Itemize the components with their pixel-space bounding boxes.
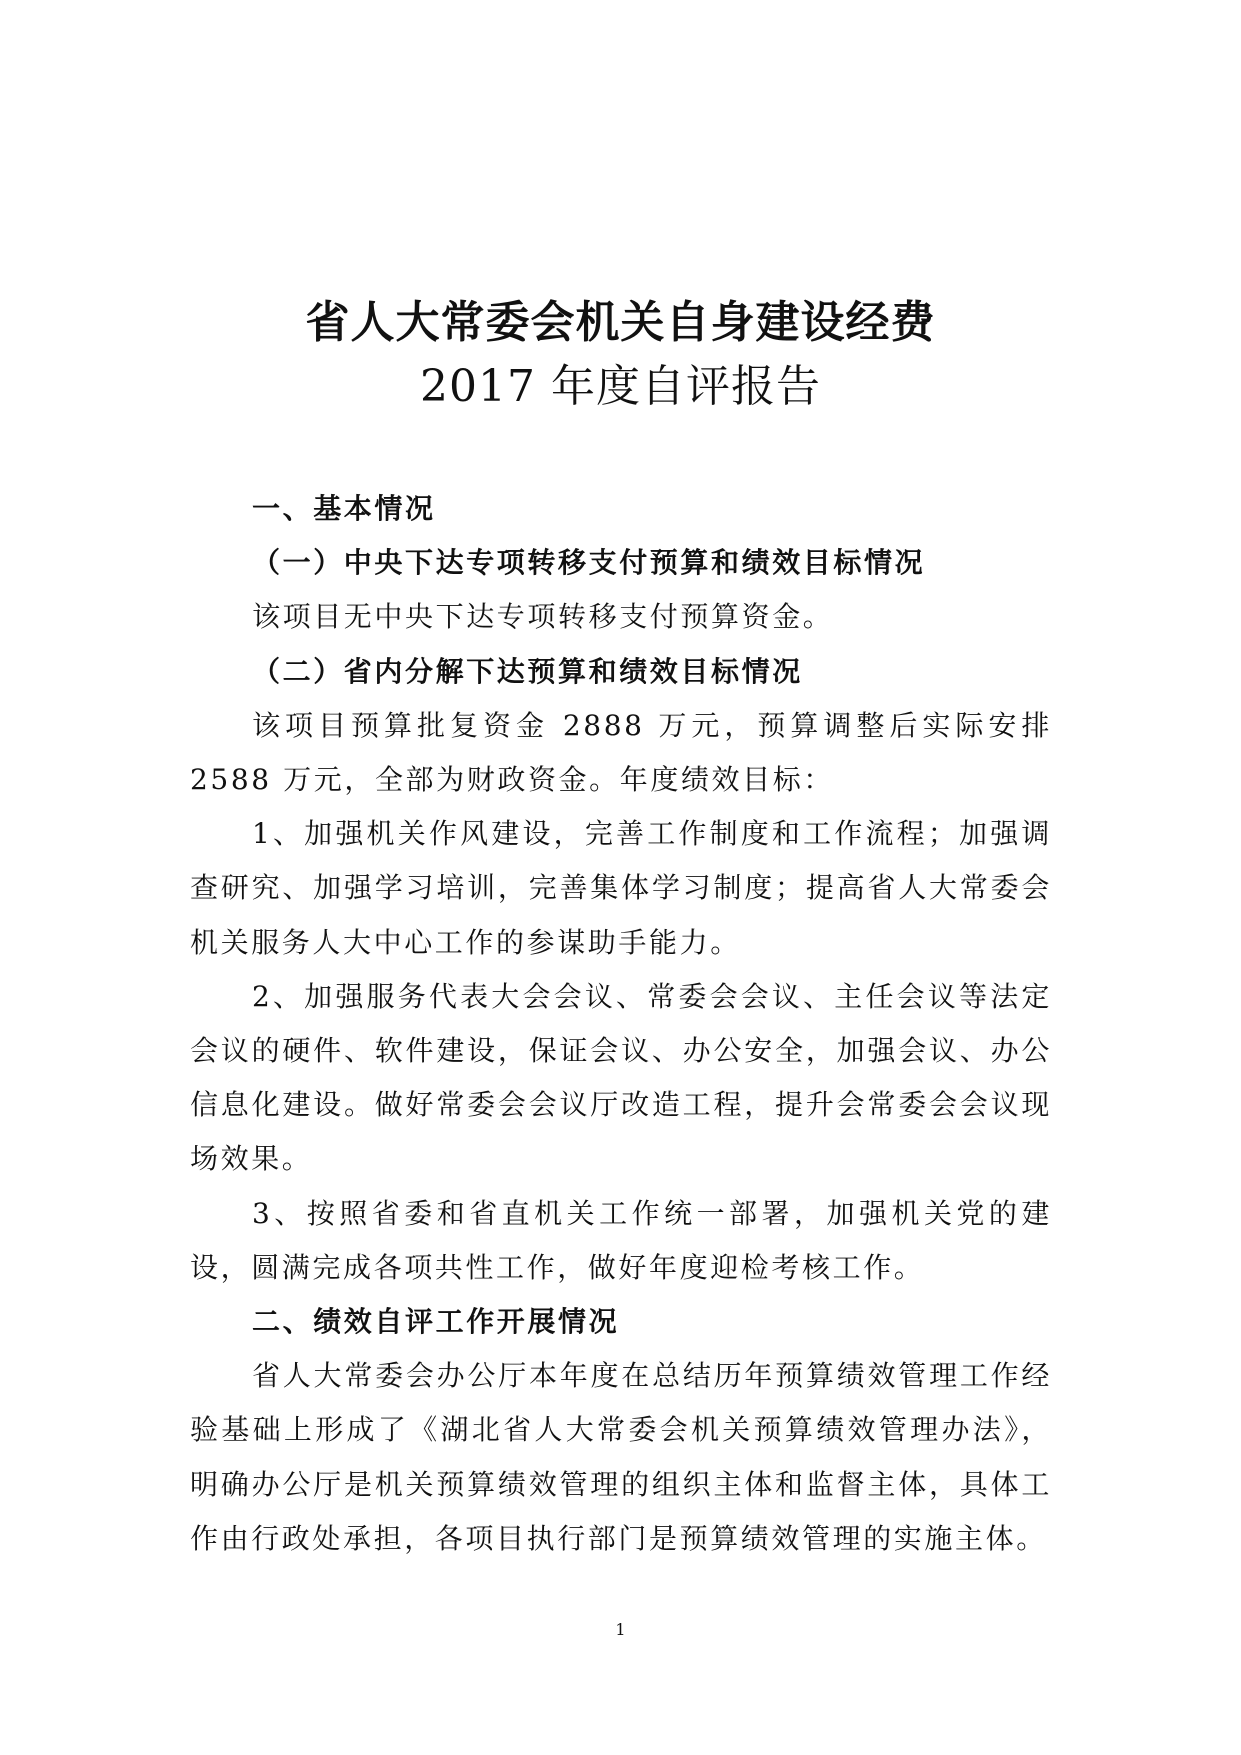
page-number: 1 [615,1620,626,1639]
subsection-1-text: 该项目无中央下达专项转移支付预算资金。 [252,600,834,634]
subsection-1-heading: （一）中央下达专项转移支付预算和绩效目标情况 [252,546,926,580]
section-2-heading: 二、绩效自评工作开展情况 [252,1305,620,1339]
document-body [190,482,1052,1566]
goal-3-paragraph: 3、按照省委和省直机关工作统一部署，加强机关党的建设，圆满完成各项共性工作，做好年度迎检考核工作。 [190,1196,1052,1284]
subsection-2-text: 该项目预算批复资金 2888 万元，预算调整后实际安排 2588 万元，全部为财政资金。年度绩效目标： [190,708,1052,797]
subsection-2-heading: （二）省内分解下达预算和绩效目标情况 [252,654,803,688]
section-1-heading: 一、基本情况 [252,492,436,525]
document-title-line-2: 2017 年度自评报告 [420,361,821,412]
document-title-line-1: 省人大常委会机关自身建设经费 [305,297,936,348]
goal-2-paragraph: 2、加强服务代表大会会议、常委会会议、主任会议等法定会议的硬件、软件建设，保证会议、办公安全，加强会议、办公信息化建设。做好常委会会议厅改造工程，提升会常委会会议现场效果。 [190,979,1052,1176]
section-2-text: 省人大常委会办公厅本年度在总结历年预算绩效管理工作经验基础上形成了《湖北省人大常委会机关预算绩效管理办法》，明确办公厅是机关预算绩效管理的组织主体和监督主体，具体工作由行政处承担，各项目执行部门是预算绩效管理的实施主体。 [190,1359,1052,1555]
goal-1-paragraph: 1、加强机关作风建设，完善工作制度和工作流程；加强调查研究、加强学习培训，完善集体学习制度；提高省人大常委会机关服务人大中心工作的参谋助手能力。 [190,817,1052,959]
